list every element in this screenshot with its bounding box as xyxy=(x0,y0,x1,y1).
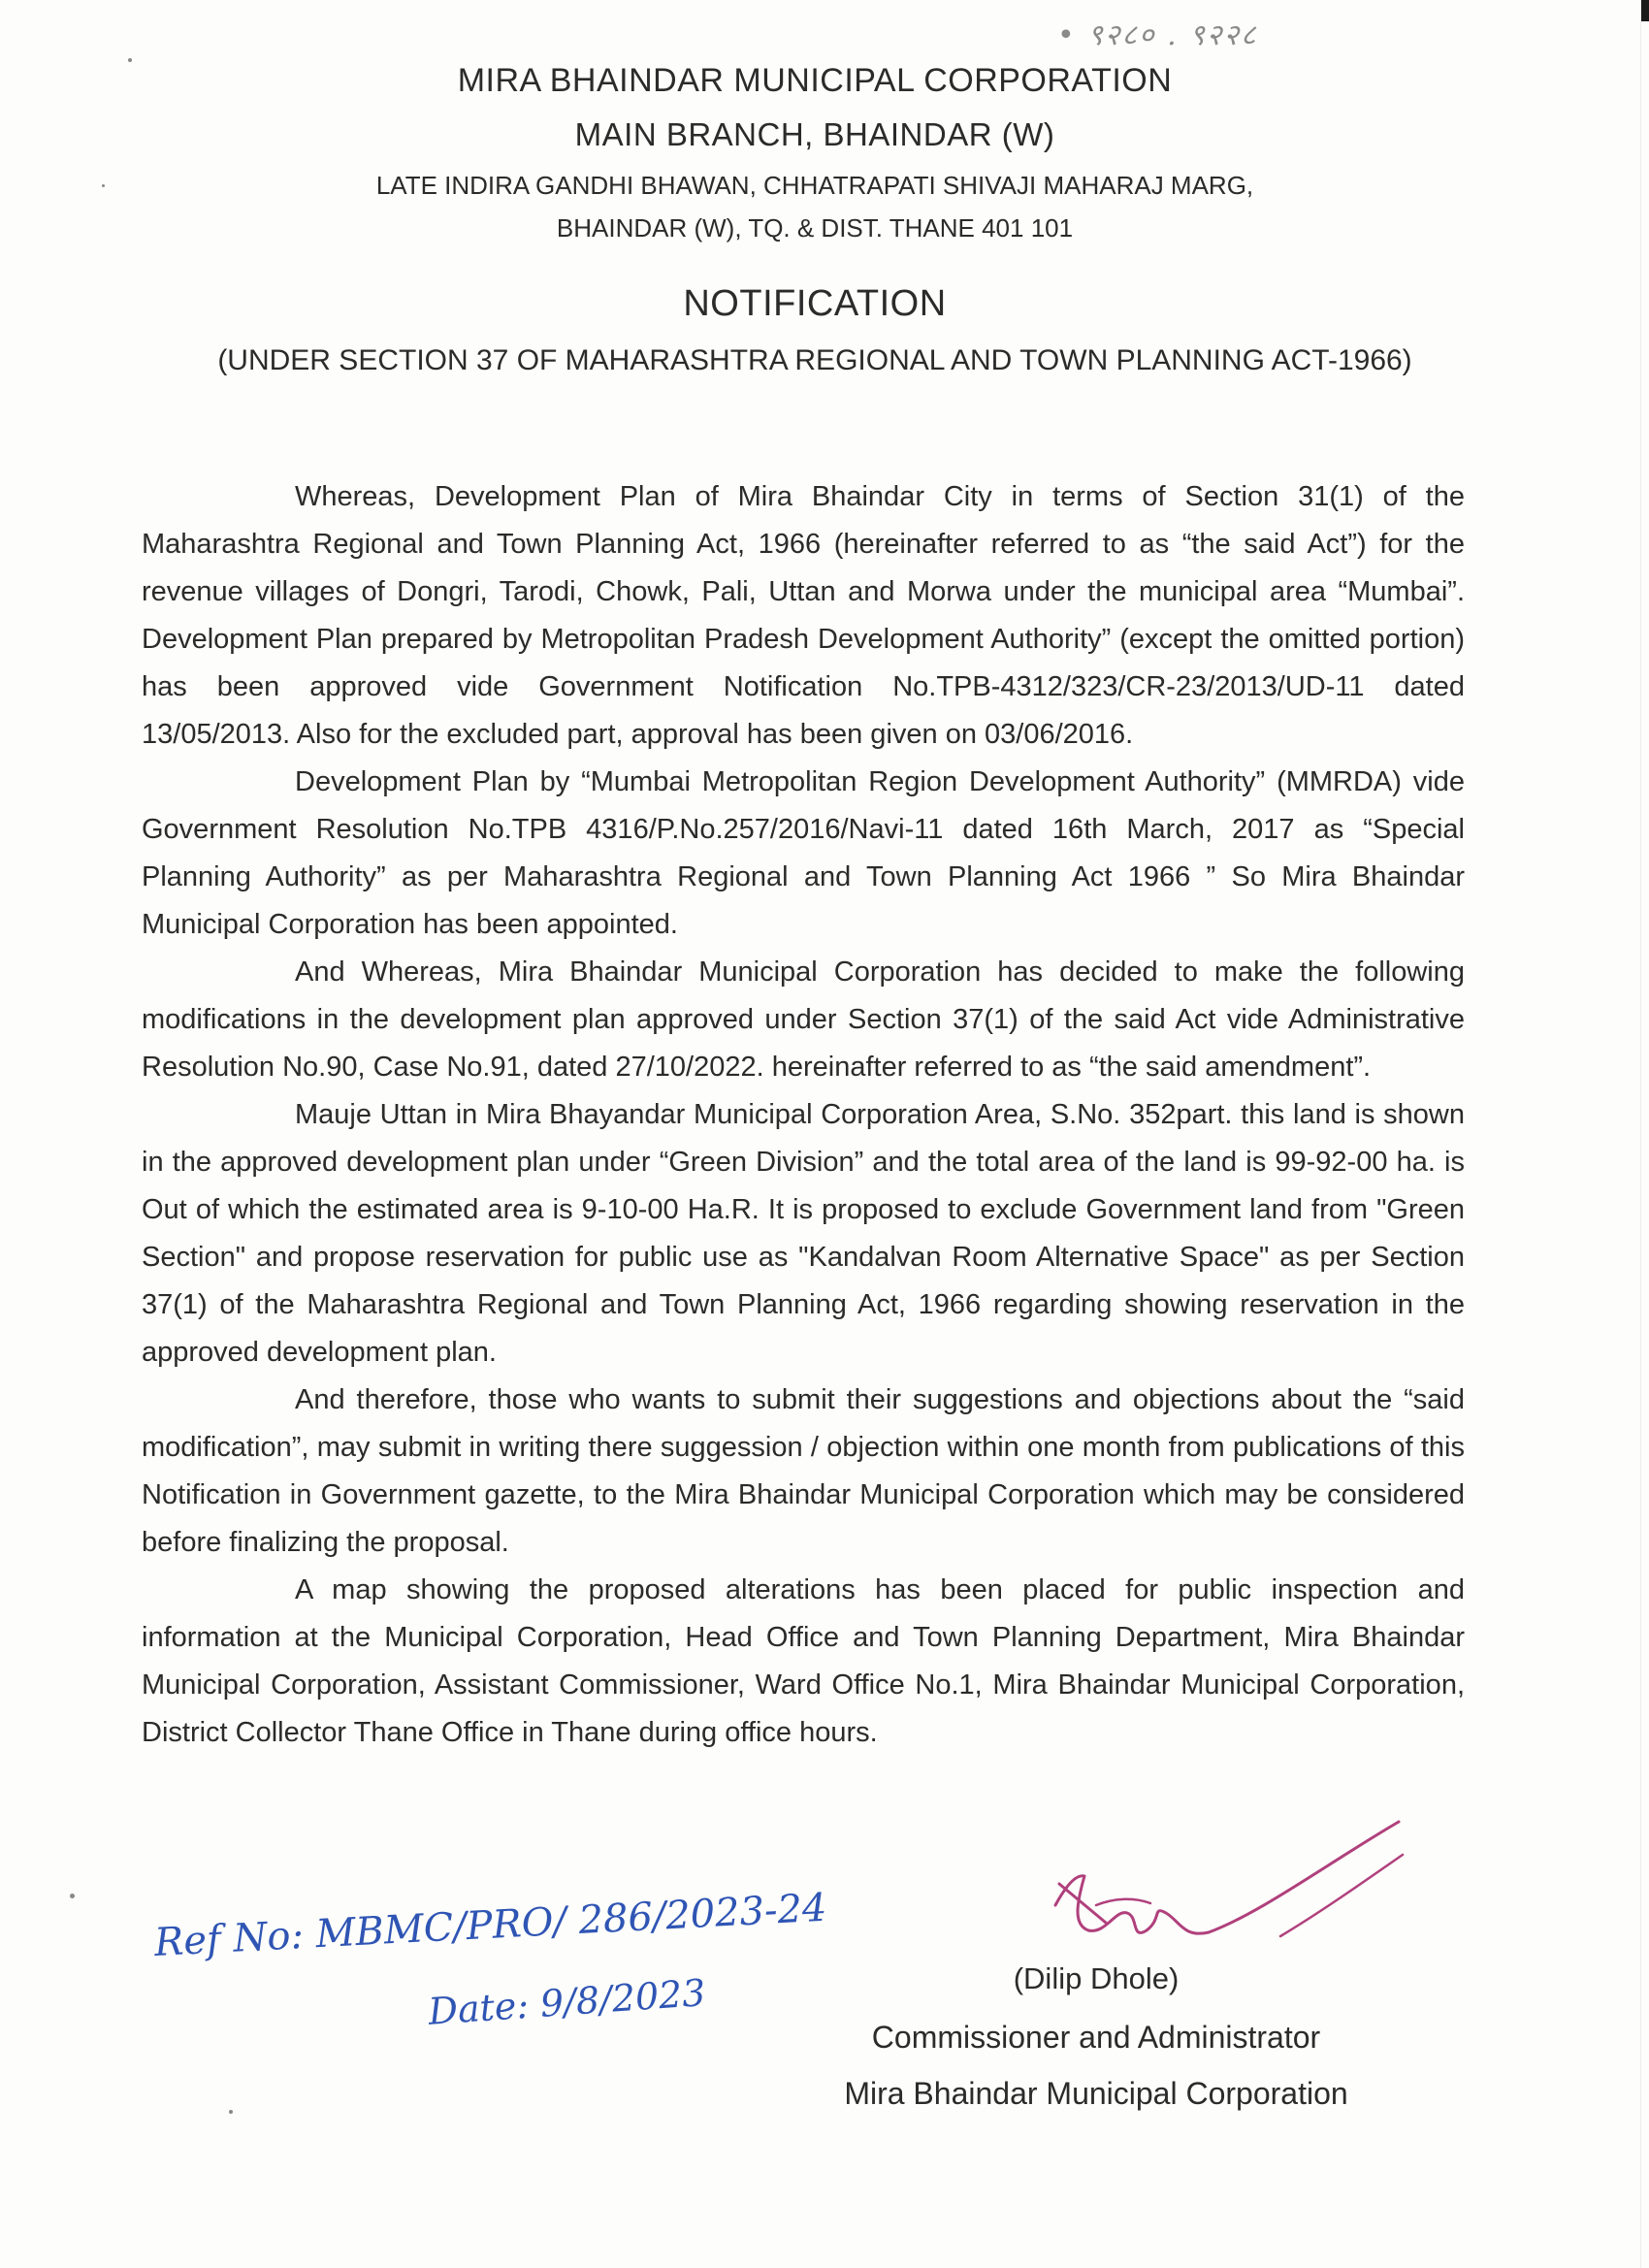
handwritten-signature xyxy=(1038,1816,1406,1981)
scan-speck xyxy=(229,2110,233,2114)
address-line-2: BHAINDAR (W), TQ. & DIST. THANE 401 101 xyxy=(556,213,1074,243)
corner-handwritten-note: • ९२८० . ९२२८ xyxy=(1057,18,1258,52)
notification-body xyxy=(142,473,1465,1757)
handwritten-ref-date: Date: 9/8/2023 xyxy=(427,1971,707,2033)
paragraph-and-whereas: And Whereas, Mira Bhaindar Municipal Corporation has decided to make the following modifications in the development plan approved under Section 37(1) of the said Act vide Administrative Resolution No.90, Case No.91, dated 27/10/2022. hereinafter referred to as “the said amendment”. xyxy=(142,956,1465,1083)
branch-name: MAIN BRANCH, BHAINDAR (W) xyxy=(574,116,1055,152)
scan-edge-shadow xyxy=(1640,0,1641,2268)
signatory-org: Mira Bhaindar Municipal Corporation xyxy=(844,2076,1348,2111)
paragraph-whereas: Whereas, Development Plan of Mira Bhaindar City in terms of Section 31(1) of the Maharashtra Regional and Town Planning Act, 1966 (hereinafter referred to as “the said Act”) for the revenue villages of Dongri, Tarodi, Chowk, Pali, Uttan and Morwa under the municipal area “Mumbai”. Development Plan prepared by Metropolitan Pradesh Development Authority” (except the omitted portion) has been approved vide Government Notification No.TPB-4312/323/CR-23/2013/UD-11 dated 13/05/2013. Also for the excluded part, approval has been given on 03/06/2016. xyxy=(142,481,1465,750)
signatory-title: Commissioner and Administrator xyxy=(871,2020,1321,2055)
scan-edge-mark xyxy=(1641,0,1649,21)
notification-title: NOTIFICATION xyxy=(683,283,947,324)
address-line-1: LATE INDIRA GANDHI BHAWAN, CHHATRAPATI SHIVAJI MAHARAJ MARG, xyxy=(375,171,1254,200)
paragraph-map-inspection: A map showing the proposed alterations has been placed for public inspection and information at the Municipal Corporation, Head Office and Town Planning Department, Mira Bhaindar Municipal Corporation, Assistant Commissioner, Ward Office No.1, Mira Bhaindar Municipal Corporation, District Collector Thane Office in Thane during office hours. xyxy=(142,1574,1465,1748)
paragraph-objections: And therefore, those who wants to submit their suggestions and objections about the “said modification”, may submit in writing there suggession / objection within one month from publications of this Notification in Government gazette, to the Mira Bhaindar Municipal Corporation which may be considered before finalizing the proposal. xyxy=(142,1384,1465,1558)
scan-speck xyxy=(70,1894,75,1898)
org-name: MIRA BHAINDAR MUNICIPAL CORPORATION xyxy=(457,62,1173,99)
handwritten-ref-number: Ref No: MBMC/PRO/ 286/2023-24 xyxy=(153,1885,828,1965)
notification-subtitle: (UNDER SECTION 37 OF MAHARASHTRA REGIONAL AND TOWN PLANNING ACT-1966) xyxy=(217,344,1412,376)
paragraph-mmrda: Development Plan by “Mumbai Metropolitan Region Development Authority” (MMRDA) vide Government Resolution No.TPB 4316/P.No.257/2016/Navi-11 dated 16th March, 2017 as “Special Planning Authority” as per Maharashtra Regional and Town Planning Act 1966 ” So Mira Bhaindar Municipal Corporation has been appointed. xyxy=(142,766,1465,940)
paragraph-mauje-uttan: Mauje Uttan in Mira Bhayandar Municipal Corporation Area, S.No. 352part. this land is shown in the approved development plan under “Green Division” and the total area of the land is 99-92-00 ha. is Out of which the estimated area is 9-10-00 Ha.R. It is proposed to exclude Government land from "Green Section" and propose reservation for public use as "Kandalvan Room Alternative Space" as per Section 37(1) of the Maharashtra Regional and Town Planning Act, 1966 regarding showing reservation in the approved development plan. xyxy=(142,1099,1465,1368)
signatory-name: (Dilip Dhole) xyxy=(1013,1961,1180,1995)
